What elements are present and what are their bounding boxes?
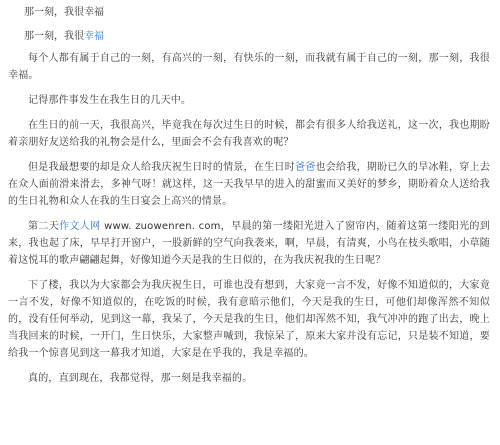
paragraph-5 — [8, 218, 490, 269]
paragraph-7: 真的，直到现在，我都觉得，那一刻是我幸福的。 — [28, 373, 253, 384]
subtitle-prefix: 那一刻，我很 — [24, 31, 84, 42]
link-baba[interactable]: 爸爸 — [294, 162, 316, 173]
paragraph-5-text-a: 第二天 — [28, 221, 60, 232]
paragraph-1: 每个人都有属于自己的一刻，有高兴的一刻，有快乐的一刻，而我就有属于自己的一刻，那一刻，我很幸福。 — [8, 53, 490, 81]
paragraph-3: 在生日的前一天，我很高兴，毕竟我在每次过生日的时候，都会有很多人给我送礼，这一次，我也期盼着亲朋好友送给我的礼物会是什么，里面会不会有我喜欢的呢？ — [8, 120, 490, 148]
paragraph-4-text-b: 也会给我，期盼已久的旱冰鞋，穿上去在众人面前滑来滑去，多神气呀！就这样，这一天我早早的进入的甜蜜而又美好的梦乡，期盼着众人送给我的生日礼物和众人在我的生日宴会上高兴的情景。 — [8, 162, 491, 207]
paragraph-4 — [8, 159, 490, 210]
paragraph-6: 下了楼，我以为大家都会为我庆祝生日，可谁也没有想到，大家竟一言不发，好像不知道似的，大家竟一言不发，好像不知道似的，在吃饭的时候，我有意暗示他们，今天是我的生日，可他们却像浑然不知似的，没有任何举动，见到这一幕，我呆了，今天是我的生日，他们却浑然不知，我气冲冲的跑了出去，晚上当我回来的时候，一开门，生日快乐，大家整声喊到，我惊呆了，原来大家并没有忘记，只是装不知道，要给我一个惊喜见到这一幕我才知道，大家是在乎我的，我是幸福的。 — [8, 280, 490, 359]
page-subtitle — [8, 26, 490, 44]
site-url: www. zuowenren. com — [104, 221, 221, 232]
link-zuowenren[interactable]: 作文人网 — [59, 221, 101, 232]
paragraph-2: 记得那件事发生在我生日的几天中。 — [28, 95, 192, 106]
subtitle-highlight: 幸福 — [84, 31, 104, 42]
paragraph-5-text-b: ，早晨的第一缕阳光进入了窗帘内，随着这第一缕阳光的到来，我也起了床，早早打开窗户，一股新鲜的空气向我袭来，啊，早晨，有清爽，小鸟在枝头歌唱，小草随着这悦耳的歌声翩翩起舞，好像知道今天是我的生日似的，在为我庆祝我的生日呢？ — [8, 221, 490, 266]
page-title: 那一刻，我很幸福 — [24, 7, 104, 18]
paragraph-4-text-a: 但是我最想要的却是众人给我庆祝生日时的情景，在生日时 — [28, 162, 295, 173]
